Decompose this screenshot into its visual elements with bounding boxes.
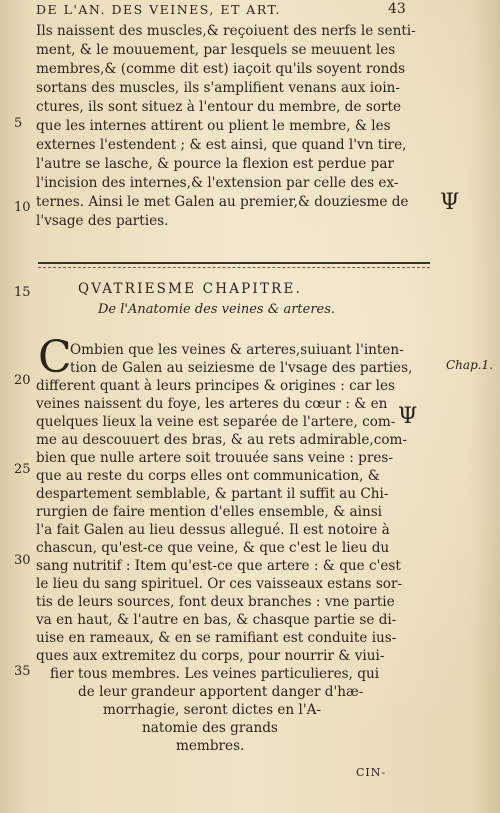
text-line: tion de Galen au seiziesme de l'vsage des parties, — [70, 360, 413, 376]
text-line: membres. — [176, 738, 245, 754]
text-line: que au reste du corps elles ont communication, & — [36, 468, 380, 484]
text-line: chascun, qu'est-ce que veine, & que c'est le lieu du — [36, 540, 390, 556]
text-line: l'vsage des parties. — [36, 213, 169, 229]
line-number: 25 — [14, 462, 31, 477]
line-number: 5 — [14, 116, 23, 131]
text-line: fier tous membres. Les veines particulieres, qui — [50, 666, 380, 682]
text-line: rurgien de faire mention d'elles ensemble, & ainsi — [36, 504, 383, 520]
text-line: different quant à leurs principes & origines : car les — [36, 378, 396, 394]
text-line: tis de leurs sources, font deux branches : vne partie — [36, 594, 395, 610]
margin-note: Chap.1. — [446, 358, 494, 372]
text-line: le lieu du sang spirituel. Or ces vaisseaux estans sor- — [36, 576, 403, 592]
section-rule — [38, 262, 430, 264]
margin-symbol: Ψ — [440, 190, 460, 215]
text-line: quelques lieux la veine est separée de l'artere, com- — [36, 414, 396, 430]
line-number: 35 — [14, 664, 31, 679]
text-line: natomie des grands — [142, 720, 278, 736]
margin-symbol: Ψ — [398, 404, 418, 429]
drop-cap: C — [38, 332, 72, 383]
text-line: ctures, ils sont situez à l'entour du membre, de sorte — [36, 99, 402, 115]
section-rule-dashed — [38, 267, 430, 268]
text-line: despartement semblable, & partant il suffit au Chi- — [36, 486, 389, 502]
text-line: membres,& (comme dit est) iaçoit qu'ils soyent ronds — [36, 61, 406, 77]
text-line: Ombien que les veines & arteres,suiuant l'inten- — [70, 342, 404, 358]
text-line: l'autre se lasche, & pource la flexion est perdue par — [36, 156, 394, 172]
text-line: ment, & le mouuement, par lesquels se meuuent les — [36, 42, 396, 58]
text-line: bien que nulle artere soit trouuée sans veine : pres- — [36, 450, 393, 466]
catchword: CIN- — [356, 766, 387, 779]
text-line: l'incision des internes,& l'extension par celle des ex- — [36, 175, 399, 191]
text-line: externes l'estendent ; & est ainsi, que quand l'vn tire, — [36, 137, 407, 153]
running-title: DE L'AN. DES VEINES, ET ART. — [36, 2, 281, 17]
text-line: me au descouuert des bras, & au rets admirable,com- — [36, 432, 408, 448]
text-line: Ils naissent des muscles,& reçoiuent des nerfs le senti- — [36, 23, 416, 39]
line-number: 15 — [14, 285, 31, 300]
text-line: ternes. Ainsi le met Galen au premier,& douziesme de — [36, 194, 409, 210]
text-line: uise en rameaux, & en se ramifiant est conduite ius- — [36, 630, 397, 646]
text-line: de leur grandeur apportent danger d'hæ- — [78, 684, 364, 700]
line-number: 20 — [14, 373, 31, 388]
line-number: 30 — [14, 553, 31, 568]
text-line: sortans des muscles, ils s'amplifient venans aux ioin- — [36, 80, 401, 96]
chapter-title: QVATRIESME CHAPITRE. — [78, 281, 303, 297]
line-number: 10 — [14, 200, 31, 215]
text-line: que les internes attirent ou plient le membre, & les — [36, 118, 391, 134]
text-line: va en haut, & l'autre en bas, & chasque partie se di- — [36, 612, 397, 628]
running-header — [36, 2, 456, 17]
text-line: ques aux extremitez du corps, pour nourrir & viui- — [36, 648, 385, 664]
chapter-subtitle: De l'Anatomie des veines & arteres. — [98, 302, 336, 317]
text-line: l'a fait Galen au lieu dessus allegué. Il est notoire à — [36, 522, 390, 538]
text-line: veines naissent du foye, les arteres du cœur : & en — [36, 396, 388, 412]
page-number: 43 — [388, 1, 406, 17]
text-line: morrhagie, seront dictes en l'A- — [103, 702, 321, 718]
text-line: sang nutritif : Item qu'est-ce que artere : & que c'est — [36, 558, 401, 574]
